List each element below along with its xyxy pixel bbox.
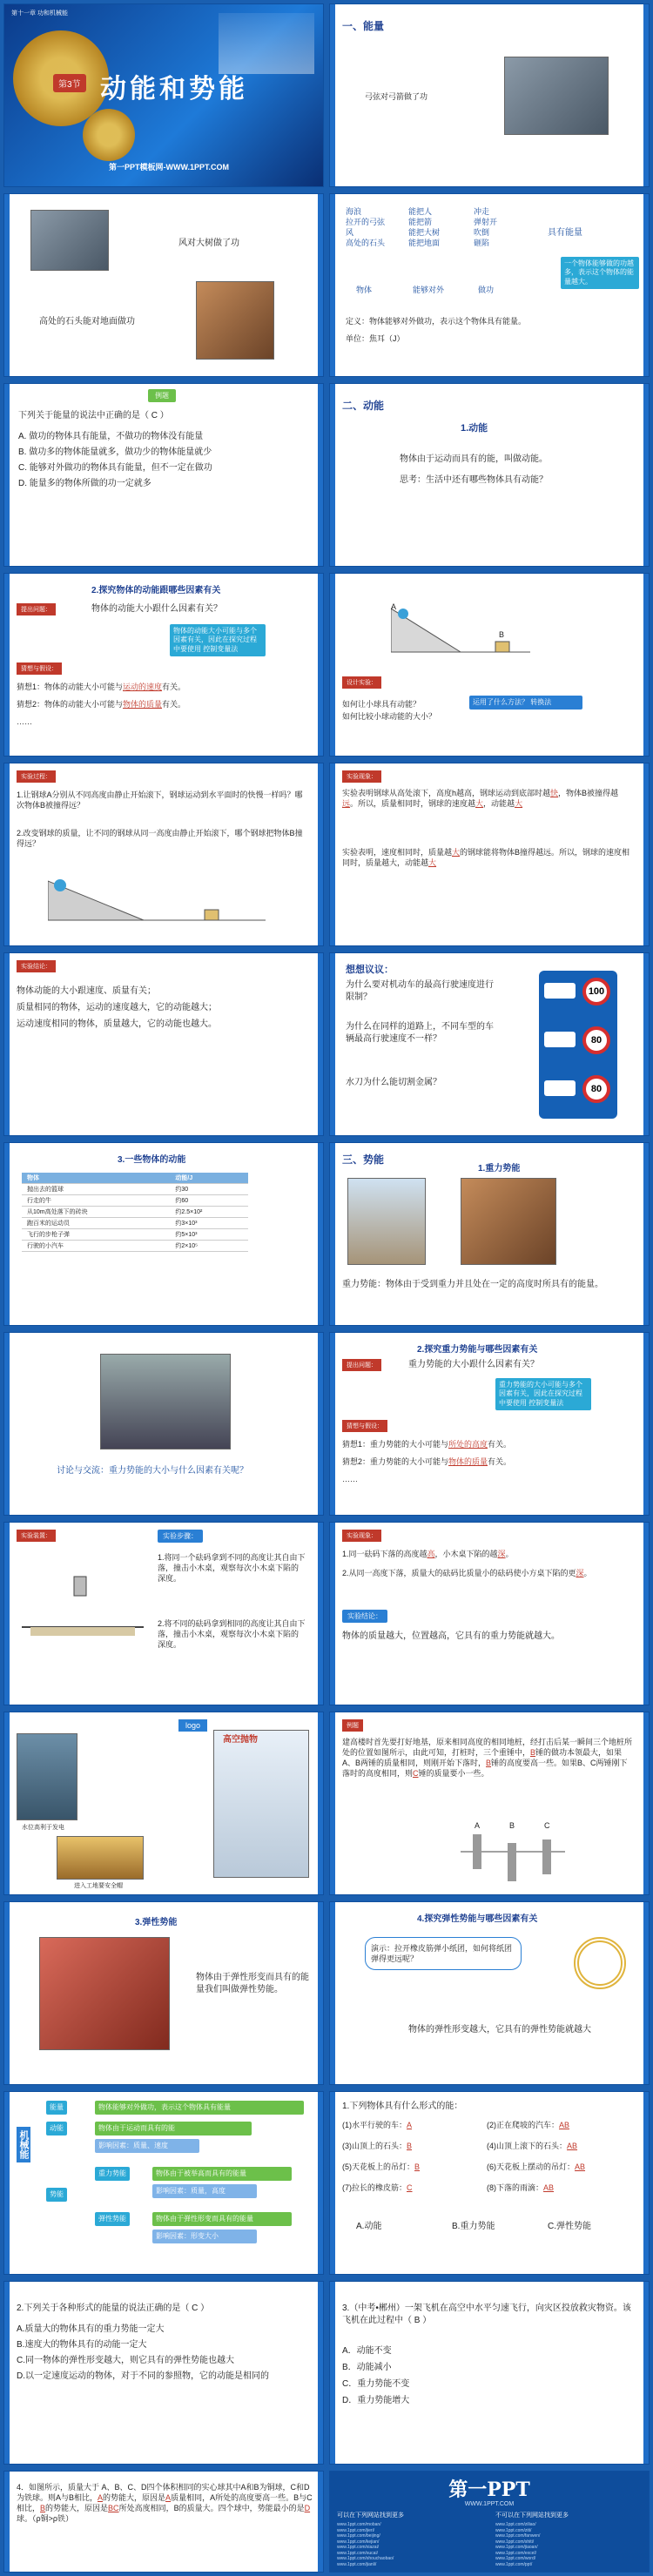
node-energy: 能量 — [46, 2101, 67, 2115]
slide-summary — [3, 2091, 324, 2275]
step-2: 2.将不同的砝码拿到相同的高度让其自由下落，撞击小木桌，观察每次小木桌下陷的深度。 — [158, 1619, 306, 1650]
slide-heading: 2.探究重力势能与哪些因素有关 — [417, 1345, 538, 1355]
section-head: 一、能量 — [342, 20, 385, 32]
archer-athlete-photo — [39, 1937, 170, 2050]
links-label-1: 可以在下列网站找到更多 — [337, 2512, 404, 2519]
col-subjects: 海浪 拉开的弓弦 风 高处的石头 — [346, 207, 386, 248]
slide-quiz-1 — [3, 383, 324, 567]
phenomenon-1: 1.同一砝码下落的高度越高，小木桌下陷的越深。 — [342, 1550, 514, 1558]
tag-conclusion: 实验结论： — [17, 960, 56, 972]
cliff-photo — [461, 1178, 556, 1265]
node-elastic: 弹性势能 — [95, 2212, 130, 2226]
conclusion: 物体的弹性形变越大，它具有的弹性势能就越大 — [408, 2025, 591, 2035]
question: 1.下列物体具有什么形式的能： — [342, 2102, 463, 2111]
method-note: 运用了什么方法？ 转换法 — [469, 696, 582, 710]
slide-discuss — [329, 952, 650, 1136]
slide-heading: 想想议议： — [346, 965, 394, 975]
archer-photo — [504, 57, 609, 135]
crane-photo — [347, 1178, 426, 1265]
links-col-2[interactable]: www.1ppt.com/ziliao/ www.1ppt.com/ziti/ www.1ppt.com/fanwen/ www.1ppt.com/shiti/ www.1ppt.com/jiaoan/ www.1ppt.com/excel/ www.1ppt.com/word/ www.1ppt.com/ppt/ — [495, 2522, 541, 2567]
item-1: (1)水平行驶的车：A — [342, 2121, 413, 2129]
logo-label: logo — [178, 1719, 207, 1732]
item-3: (3)山顶上的石头：B — [342, 2142, 413, 2150]
slide-gpe-result — [329, 1522, 650, 1705]
node-gravity: 重力势能 — [95, 2167, 130, 2181]
col-results: 冲走 弹射开 吹倒 砸陷 — [474, 207, 498, 248]
truck-icon — [544, 1080, 576, 1096]
slide-examples — [3, 193, 324, 377]
pile-label-b: B — [509, 1821, 515, 1830]
question: 3.（中考•郴州）一架飞机在高空中水平匀速飞行，向灾区投放救灾物资。该飞机在此过程中（ B ） — [342, 2304, 631, 2325]
q2: 为什么在同样的道路上，不同车型的车辆最高行驶速度不一样？ — [346, 1022, 494, 1044]
tag-steps: 实验步骤： — [158, 1530, 203, 1543]
tree-photo — [30, 210, 109, 271]
node-gravity-desc: 物体由于被举高而具有的能量 — [152, 2167, 292, 2181]
tag-phenomenon: 实验现象： — [342, 1530, 381, 1542]
section-badge: 第3节 — [53, 74, 86, 92]
subsection: 1.重力势能 — [478, 1164, 521, 1174]
col-actions: 能把人 能把箭 能把大树 能把地面 — [408, 207, 441, 248]
node-potential: 势能 — [46, 2188, 67, 2202]
node-gravity-factor: 影响因素：质量，高度 — [152, 2184, 257, 2198]
caption: 弓弦对弓箭做了功 — [365, 92, 428, 101]
tag-apparatus: 实验装置： — [17, 1530, 56, 1542]
q1: 为什么要对机动车的最高行驶速度进行限制？ — [346, 980, 494, 1002]
unit: 单位：焦耳（J） — [346, 334, 405, 343]
slide-phenomenon — [329, 763, 650, 946]
slide-quiz-2 — [329, 2091, 650, 2275]
label-can: 能够对外 — [413, 286, 445, 294]
question: 重力势能的大小跟什么因素有关？ — [408, 1360, 539, 1369]
brand-url: WWW.1PPT.COM — [464, 2501, 515, 2507]
hypothesis-1: 猜想1：重力势能的大小可能与所处的高度有关。 — [342, 1440, 512, 1449]
question-1: 如何让小球具有动能？ — [342, 700, 421, 709]
slide-design — [329, 573, 650, 757]
item-8: (8)下落的雨滴：AB — [487, 2183, 555, 2192]
label-a: A — [391, 602, 397, 611]
method-note: 重力势能的大小可能与多个因素有关，因此在探究过程中要使用 控制变量法 — [495, 1378, 591, 1410]
tag-conclusion: 实验结论： — [342, 1610, 387, 1623]
slide-quiz-4 — [329, 2281, 650, 2465]
node-kinetic: 动能 — [46, 2122, 67, 2135]
item-4: (4)山顶上滚下的石头：AB — [487, 2142, 578, 2150]
label-object: 物体 — [356, 286, 373, 294]
slide-heading: 3.一些物体的动能 — [118, 1155, 186, 1165]
tag-question: 提出问题： — [17, 603, 56, 615]
hypothesis-2: 猜想2：物体的动能大小可能与物体的质量有关。 — [17, 700, 186, 709]
slide-gpe-inquiry — [329, 1332, 650, 1516]
pile-label-c: C — [544, 1821, 550, 1830]
section-head: 三、势能 — [342, 1153, 385, 1166]
question: 4．如图所示，质量大于 A、B、C、D四个体积相同的实心球其中A和B为铜球，C和D为铁球。则A与B相比，A的势能大，原因是A质量相同，A所处的高度要高一些。B与C相比，B的势能大，原因是BC所处高度相同，B的质量大。四个球中，势能最小的是D球。（ρ铜>ρ铁） — [17, 2483, 313, 2524]
problem: 建高楼时首先要打好地基，原来相同高度的相同地桩，经打击后某一瞬间三个地桩所处的位置如图所示，由此可知，打桩时，三个重锤中，B锤的做功本领最大，如果A、B两锤的质量相同，则刚开始下落时，B锤的高度要高一些。如果B、C两锤刚下落时的高度相同，则C锤的质量要小一些。 — [342, 1738, 633, 1779]
phenomenon-2: 2.从同一高度下落，质量大的砝码比质量小的砝码使小方桌下陷的更深。 — [342, 1569, 592, 1577]
slide-procedure — [3, 763, 324, 946]
discussion: 讨论与交流：重力势能的大小与什么因素有关呢？ — [57, 1466, 248, 1476]
think: 思考：生活中还有哪些物体具有动能？ — [400, 475, 548, 485]
tag-question: 提出问题： — [342, 1359, 381, 1371]
caption-dam: 水位高利于发电 — [22, 1825, 64, 1831]
slide-kinetic — [329, 383, 650, 567]
caption-helmet: 进入工地要安全帽 — [74, 1883, 123, 1889]
ramp-svg — [391, 600, 530, 661]
rubber-band-icon — [574, 1937, 626, 1989]
slide-kinetic-inquiry — [3, 573, 324, 757]
slide-heading: 2.探究物体的动能跟哪些因素有关 — [91, 586, 221, 595]
speed-limit-sign — [539, 971, 617, 1119]
brand-logo: 第一PPT — [448, 2478, 530, 2501]
item-7: (7)拉长的橡皮筋：C — [342, 2183, 413, 2192]
limit-80: 80 — [582, 1026, 610, 1054]
rock-photo — [196, 281, 274, 360]
poster-photo — [213, 1730, 309, 1878]
ramp-svg — [48, 877, 266, 929]
slide-examples-gpe — [3, 1712, 324, 1895]
chapter-label: 第十一章 功和机械能 — [11, 10, 68, 17]
definition: 重力势能：物体由于受到重力并且处在一定的高度时所具有的能量。 — [342, 1280, 603, 1289]
definition: 定义：物体能够对外做功，表示这个物体具有能量。 — [346, 317, 527, 326]
question: 2.下列关于各种形式的能量的说法正确的是（ C ） — [17, 2304, 210, 2313]
limit-100: 100 — [582, 978, 610, 1006]
definition: 物体由于弹性形变而具有的能量我们叫做弹性势能。 — [196, 1973, 309, 1994]
slide-piles — [329, 1712, 650, 1895]
option-c: C.弹性势能 — [548, 2222, 591, 2231]
gear-icon — [83, 109, 135, 161]
site-url: 第一PPT模板网-WWW.1PPT.COM — [109, 163, 229, 172]
slide-quiz-5 — [3, 2471, 324, 2573]
subsection: 3.弹性势能 — [135, 1918, 178, 1927]
summary-vertical: 机械能 — [17, 2127, 30, 2162]
slide-title — [3, 3, 324, 187]
energy-note: 一个物体能够做的功越多，表示这个物体的能量越大。 — [561, 257, 639, 289]
slide-ke-table — [3, 1142, 324, 1326]
item-2: (2)正在爬坡的汽车：AB — [487, 2121, 570, 2129]
question: 物体的动能大小跟什么因素有关？ — [91, 604, 222, 614]
option-a: A.动能 — [356, 2222, 382, 2231]
definition: 物体由于运动而具有的能，叫做动能。 — [400, 454, 548, 464]
slide-apparatus — [3, 1522, 324, 1705]
tag-hypothesis: 猜想与假设： — [342, 1420, 387, 1432]
step-2: 2.改变钢球的质量，让不同的钢球从同一高度由静止开始滚下，哪个钢球把物体B撞得远？ — [17, 829, 303, 849]
ramp-diagram — [391, 600, 530, 661]
car-photo — [100, 1354, 231, 1449]
slide-discussion — [3, 1332, 324, 1516]
label-work: 做功 — [478, 286, 495, 294]
bus-icon — [544, 1032, 576, 1047]
slide-potential — [329, 1142, 650, 1326]
dam-photo — [17, 1733, 77, 1820]
conclusion: 物体的质量越大，位置越高，它具有的重力势能就越大。 — [342, 1631, 560, 1641]
options: A. 做功的物体具有能量，不做功的物体没有能量 B. 做功多的物体能量就多，做功少的物体能量就少 C. 能够对外做功的物体具有能量，但不一定在做功 D. 能量多的物体所做的功一定就多 — [18, 432, 212, 488]
city-skyline — [219, 13, 314, 74]
helmet-photo — [57, 1836, 144, 1880]
step-1: 1.让钢球A分别从不同高度由静止开始滚下，钢球运动到水平面时的快慢一样吗？哪次物体B被撞得远？ — [17, 790, 303, 810]
q3: 水刀为什么能切割金属？ — [346, 1078, 441, 1087]
hypothesis-1: 猜想1：物体的动能大小可能与运动的速度有关。 — [17, 683, 186, 691]
conclusion: 物体动能的大小跟速度、质量有关； 质量相同的物体，运动的速度越大，它的动能越大； 运动速度相同的物体，质量越大，它的动能也越大。 — [17, 986, 217, 1029]
option-b: B.重力势能 — [452, 2222, 495, 2231]
limit-80b: 80 — [582, 1075, 610, 1103]
slide-elastic — [3, 1901, 324, 2085]
apparatus-svg — [22, 1575, 144, 1644]
node-energy-desc: 物体能够对外做功，表示这个物体具有能量 — [95, 2101, 304, 2115]
label-b: B — [499, 630, 505, 639]
poster-title: 高空抛物 — [223, 1735, 258, 1745]
links-label-2: 不可以在下列网站找到更多 — [495, 2512, 569, 2519]
node-elastic-factor: 影响因素：形变大小 — [152, 2230, 257, 2243]
slide-energy — [329, 3, 650, 187]
node-kinetic-desc: 物体由于运动而具有的能 — [95, 2122, 252, 2135]
ke-table: 物体 动能/J 抛出去的篮球 约30 行走的牛 约60 从10m高处落下的砖块 约2.5×10² 跑百米的运动员 约3×10³ 飞行的步枪子弹 约5×10³ 行驶的小汽车 约2×10⁵ — [22, 1173, 248, 1252]
tag-example: 例题 — [342, 1719, 363, 1732]
slide-conclusion — [3, 952, 324, 1136]
slide-ad — [329, 2471, 650, 2573]
slide-elastic-inquiry — [329, 1901, 650, 2085]
item-5: (5)天花板上的吊灯：B — [342, 2162, 421, 2171]
ellipsis: …… — [17, 717, 32, 726]
ellipsis: …… — [342, 1475, 358, 1483]
caption-rock: 高处的石头能对地面做功 — [39, 317, 135, 326]
slide-quiz-3 — [3, 2281, 324, 2465]
node-kinetic-factor: 影响因素：质量、速度 — [95, 2139, 199, 2153]
hypothesis-2: 猜想2：重力势能的大小可能与物体的质量有关。 — [342, 1457, 512, 1466]
tag-phenomenon: 实验现象： — [342, 770, 381, 783]
demo: 演示：拉开橡皮筋弹小纸团，如何将纸团弹得更远呢？ — [365, 1937, 522, 1970]
question: 下列关于能量的说法中正确的是（ C ） — [18, 411, 169, 420]
tag-hypothesis: 猜想与假设： — [17, 662, 62, 675]
subsection: 1.动能 — [461, 423, 488, 434]
options: A.质量大的物体具有的重力势能一定大 B.速度大的物体具有的动能一定大 C.同一物体的弹性形变越大，则它具有的弹性势能也越大 D.以一定速度运动的物体，对于不同的参照物，它的动能是相同的 — [17, 2324, 269, 2381]
tag-example: 例题 — [148, 389, 176, 402]
section-head: 二、动能 — [342, 400, 385, 412]
slide-energy-def — [329, 193, 650, 377]
piles-svg — [461, 1826, 565, 1887]
links-col-1[interactable]: www.1ppt.com/moban/ www.1ppt.com/jieri/ www.1ppt.com/beijing/ www.1ppt.com/kejian/ www.1ppt.com/xiazai/ www.1ppt.com/sucai/ www.1ppt.com/shouchaobao/ www.1ppt.com/jianli/ — [337, 2522, 394, 2567]
method-note: 物体的动能大小可能与多个因素有关，因此在探究过程中要使用 控制变量法 — [170, 624, 266, 656]
options: A．动能不变 B．动能减小 C．重力势能不变 D．重力势能增大 — [342, 2346, 410, 2405]
slide-title-text: 动能和势能 — [100, 74, 248, 104]
car-icon — [544, 983, 576, 999]
caption-wind: 风对大树做了功 — [178, 239, 239, 248]
question-2: 如何比较小球动能的大小？ — [342, 712, 437, 721]
phenomenon-2: 实验表明，速度相同时，质量越大的钢球能将物体B撞得越远。所以，钢球的速度相同时，质量越大，动能越大 — [342, 848, 630, 868]
slide-heading: 4.探究弹性势能与哪些因素有关 — [417, 1914, 538, 1924]
pile-label-a: A — [475, 1821, 481, 1830]
phenomenon-1: 实验表明钢球从高处滚下，高度h越高，钢球运动到底部时越快，物体B被撞得越远。所以，质量相同时，钢球的速度越大，动能越大 — [342, 789, 619, 809]
tag-design: 设计实验： — [342, 676, 381, 689]
tag-process: 实验过程： — [17, 770, 56, 783]
item-6: (6)天花板上摆动的吊灯：AB — [487, 2162, 586, 2171]
label-has-energy: 具有能量 — [548, 228, 582, 238]
step-1: 1.将同一个砝码拿到不同的高度让其自由下落，撞击小木桌，观察每次小木桌下陷的深度。 — [158, 1553, 306, 1584]
node-elastic-desc: 物体由于弹性形变而具有的能量 — [152, 2212, 292, 2226]
